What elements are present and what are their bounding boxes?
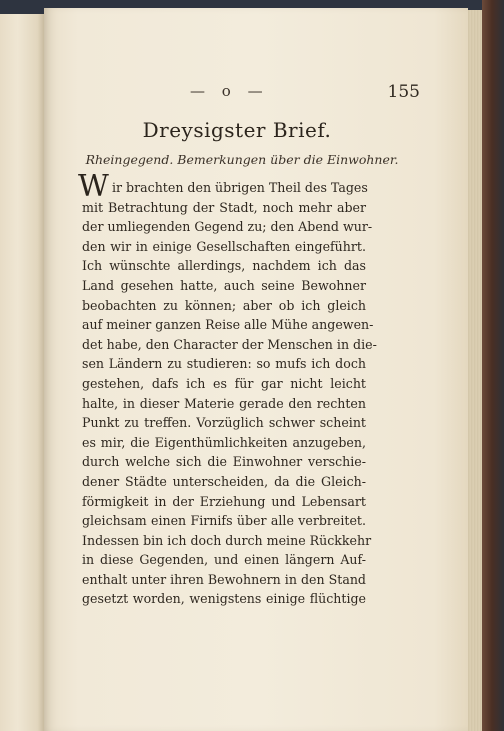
previous-page-edge (0, 14, 45, 731)
drop-cap: W (78, 169, 109, 204)
text-line (78, 169, 368, 204)
text-line: der umliegenden Gegend zu; den Abend wur- (82, 219, 373, 235)
text-line: gleichsam einen Firnifs über alle verbreitet. (82, 513, 366, 529)
text-line: durch welche sich die Einwohner verschie- (82, 454, 366, 470)
first-line-text: ir brachten den übrigen Theil des Tages (112, 180, 368, 195)
letter-subtitle: Rheingegend. Bemerkungen über die Einwohner. (85, 152, 399, 167)
page-number: 155 (387, 82, 420, 102)
text-line: sen Ländern zu studieren: so mufs ich doch (82, 356, 366, 372)
text-line: dener Städte unterscheiden, da die Gleich- (82, 473, 366, 489)
letter-title: Dreysigster Brief. (142, 118, 332, 142)
text-line: gesetzt worden, wenigstens einige flüchtige (82, 591, 366, 607)
text-line: Indessen bin ich doch durch meine Rückkehr (82, 532, 372, 548)
text-line: gestehen, dafs ich es für gar nicht leicht (82, 375, 366, 391)
header-ornament: — o — (190, 82, 269, 100)
text-line: enthalt unter ihren Bewohnern in den Stand (82, 571, 366, 587)
text-line: auf meiner ganzen Reise alle Mühe angewen- (82, 317, 374, 333)
text-line: det habe, den Character der Menschen in die- (82, 336, 377, 352)
text-line: mit Betrachtung der Stadt, noch mehr aber (82, 199, 366, 215)
text-line: Ich wünschte allerdings, nachdem ich das (82, 258, 366, 274)
text-line: in diese Gegenden, und einen längern Auf- (82, 552, 366, 568)
book-cover-edge (482, 0, 504, 731)
text-line: förmigkeit in der Erziehung und Lebensart (82, 493, 366, 509)
text-line: Punkt zu treffen. Vorzüglich schwer scheint (82, 415, 366, 431)
page-header (50, 82, 420, 106)
text-line: beobachten zu können; aber ob ich gleich (82, 297, 366, 313)
text-line: halte, in dieser Materie gerade den rechten (82, 395, 366, 411)
body-text (78, 169, 377, 609)
text-line: es mir, die Eigenthümlichkeiten anzugeben, (82, 434, 366, 450)
page-edges (468, 10, 482, 731)
text-line: Land gesehen hatte, auch seine Bewohner (82, 277, 366, 293)
text-line: den wir in einige Gesellschaften eingeführt. (82, 238, 366, 254)
